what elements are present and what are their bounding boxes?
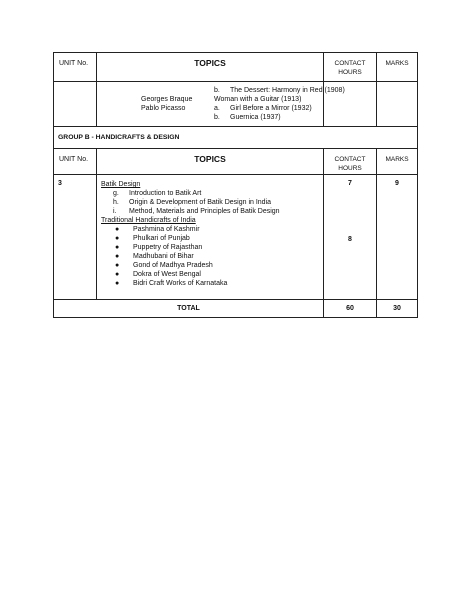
- marks-cell: [377, 175, 417, 299]
- list-item: i. Method, Materials and Principles of Batik Design: [113, 208, 280, 215]
- table-row: [54, 175, 417, 300]
- header-marks: MARKS: [385, 156, 409, 163]
- section-title: Traditional Handicrafts of India: [101, 217, 196, 224]
- bullet-icon: ●: [115, 235, 120, 242]
- header-unit-no: UNIT No.: [54, 149, 97, 174]
- marks-cell: [377, 82, 417, 126]
- table-group-a-continuation: [53, 52, 418, 127]
- header-unit-no: UNIT No.: [54, 53, 97, 81]
- topics-cell: [97, 175, 324, 299]
- unit-cell: [54, 82, 97, 126]
- header-contact-hours: [324, 53, 377, 81]
- list-item: ● Phulkari of Punjab: [115, 235, 190, 242]
- marks-value: 9: [395, 180, 399, 187]
- total-label: TOTAL: [54, 300, 324, 317]
- list-item: b. Guernica (1937): [214, 114, 281, 121]
- syllabus-sheet: [53, 52, 418, 318]
- bullet-icon: ●: [115, 244, 120, 251]
- bullet-icon: ●: [115, 262, 120, 269]
- list-item: ● Madhubani of Bihar: [115, 253, 194, 260]
- header-topics: TOPICS: [97, 53, 324, 81]
- total-hours: 60: [324, 300, 377, 317]
- artist-name: Pablo Picasso: [141, 105, 186, 112]
- list-item: g. Introduction to Batik Art: [113, 190, 202, 197]
- list-item: ● Pashmina of Kashmir: [115, 226, 200, 233]
- hours-cell: [324, 175, 377, 299]
- bullet-icon: ●: [115, 226, 120, 233]
- hours-value: 7: [348, 180, 352, 187]
- table-header-row: [54, 149, 417, 175]
- total-row: [54, 300, 417, 317]
- header-topics: TOPICS: [97, 149, 324, 174]
- topics-cell: [97, 82, 345, 126]
- list-item: ● Puppetry of Rajasthan: [115, 244, 203, 251]
- table-group-b: [53, 127, 418, 318]
- list-item: b. The Dessert: Harmony in Red (1908): [214, 87, 345, 94]
- header-contact-line2: HOURS: [338, 69, 362, 76]
- unit-number: 3: [58, 180, 62, 187]
- list-item: a. Girl Before a Mirror (1932): [214, 105, 312, 112]
- list-item: h. Origin & Development of Batik Design in India: [113, 199, 272, 206]
- hours-value: 8: [348, 236, 352, 243]
- list-item: ● Dokra of West Bengal: [115, 271, 201, 278]
- artist-name: Georges Braque: [141, 96, 193, 103]
- unit-cell: [54, 175, 97, 299]
- header-marks: MARKS: [385, 60, 409, 67]
- header-contact-line2: HOURS: [338, 165, 362, 172]
- table-row: [54, 82, 417, 126]
- bullet-icon: ●: [115, 280, 120, 287]
- list-item: ● Gond of Madhya Pradesh: [115, 262, 213, 269]
- header-contact-line1: CONTACT: [334, 156, 366, 163]
- header-contact-hours: [324, 149, 377, 174]
- table-header-row: [54, 53, 417, 82]
- total-marks: 30: [393, 305, 401, 312]
- bullet-icon: ●: [115, 271, 120, 278]
- header-contact-line1: CONTACT: [334, 60, 366, 67]
- list-item: ● Bidri Craft Works of Karnataka: [115, 280, 228, 287]
- bullet-icon: ●: [115, 253, 120, 260]
- section-title: Batik Design: [101, 181, 141, 188]
- list-item: Woman with a Guitar (1913): [214, 96, 302, 103]
- group-heading: GROUP B - HANDICRAFTS & DESIGN: [54, 127, 417, 149]
